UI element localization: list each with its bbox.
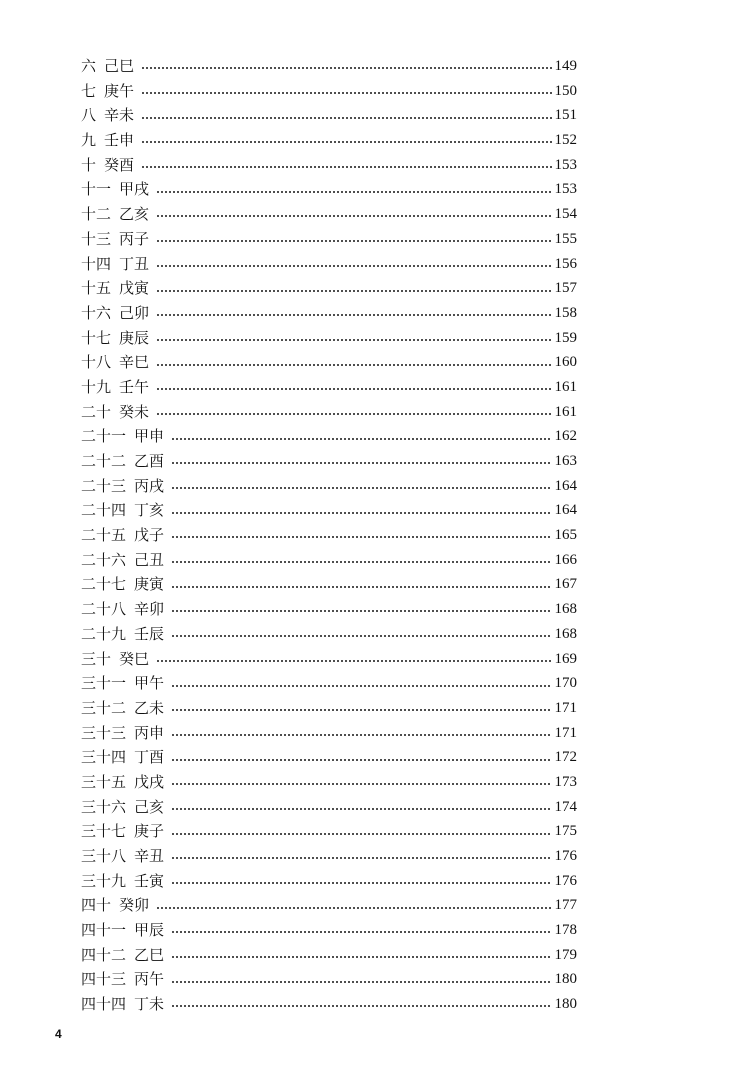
toc-entry-title: 辛卯: [134, 600, 165, 619]
dot-leader: [171, 462, 551, 464]
toc-entry-page: 176: [554, 848, 577, 864]
toc-entry-number: 三十一: [81, 674, 127, 693]
toc-entry[interactable]: [81, 103, 577, 128]
toc-entry[interactable]: [81, 350, 577, 375]
toc-entry[interactable]: [81, 745, 577, 770]
toc-entry-title: 癸未: [119, 402, 150, 421]
dot-leader: [156, 314, 551, 316]
dot-leader: [141, 117, 551, 119]
toc-entry-number: 十五: [81, 279, 112, 298]
dot-leader: [171, 1005, 551, 1007]
toc-entry-page: 156: [554, 255, 577, 272]
toc-entry-number: 三十四: [81, 748, 127, 767]
toc-entry-page: 168: [554, 601, 577, 618]
toc-entry-title: 丙午: [134, 970, 165, 989]
toc-entry-page: 173: [554, 773, 577, 790]
toc-entry-page: 161: [554, 403, 577, 420]
table-of-contents: [81, 54, 577, 1017]
toc-entry[interactable]: [81, 696, 577, 721]
dot-leader: [141, 141, 551, 143]
dot-leader: [141, 67, 551, 69]
toc-entry-title: 癸酉: [104, 155, 135, 174]
toc-entry-title: 乙酉: [134, 452, 165, 470]
toc-entry-number: 四十三: [81, 970, 127, 989]
dot-leader: [156, 339, 551, 341]
toc-entry-number: 十七: [81, 328, 112, 347]
toc-entry-title: 戊寅: [119, 279, 150, 298]
toc-entry-title: 丁亥: [134, 501, 165, 520]
toc-entry-title: 戊子: [134, 526, 165, 545]
toc-entry-title: 丁未: [134, 995, 165, 1014]
toc-entry-number: 四十: [81, 896, 112, 915]
toc-entry-page: 169: [554, 650, 577, 667]
dot-leader: [156, 907, 551, 909]
toc-entry-title: 癸巳: [119, 649, 150, 668]
toc-entry-title: 戊戌: [134, 772, 165, 791]
toc-entry[interactable]: [81, 523, 577, 548]
dot-leader: [171, 709, 551, 711]
dot-leader: [171, 610, 551, 612]
toc-entry-page: 160: [554, 354, 577, 371]
toc-entry-number: 七: [81, 81, 97, 100]
dot-leader: [141, 92, 551, 94]
toc-entry[interactable]: [81, 893, 577, 918]
toc-entry-page: 180: [554, 996, 577, 1013]
toc-entry-page: 152: [554, 132, 577, 149]
toc-entry[interactable]: [81, 301, 577, 326]
toc-entry-number: 四十二: [81, 945, 127, 964]
toc-entry-title: 丙子: [119, 229, 150, 248]
dot-leader: [171, 487, 551, 489]
toc-entry-title: 丙申: [134, 723, 165, 742]
toc-entry-number: 三十三: [81, 723, 127, 742]
toc-entry-title: 壬辰: [134, 624, 165, 643]
toc-entry-number: 十六: [81, 303, 112, 322]
toc-entry[interactable]: [81, 869, 577, 894]
dot-leader: [156, 388, 551, 390]
toc-entry-title: 丙戌: [134, 476, 165, 495]
dot-leader: [171, 512, 551, 514]
toc-entry-title: 壬申: [104, 131, 135, 150]
toc-entry-page: 180: [554, 971, 577, 988]
toc-entry-number: 三十九: [81, 871, 127, 890]
toc-entry[interactable]: [81, 844, 577, 869]
toc-entry-title: 甲戌: [119, 180, 150, 199]
toc-entry-number: 三十七: [81, 822, 127, 841]
dot-leader: [171, 956, 551, 958]
toc-entry[interactable]: [81, 153, 577, 178]
toc-entry-number: 二十九: [81, 624, 127, 643]
toc-entry-page: 161: [554, 378, 577, 395]
toc-entry-title: 癸卯: [119, 896, 150, 915]
dot-leader: [171, 931, 551, 933]
toc-entry-page: 166: [554, 551, 577, 568]
toc-entry[interactable]: [81, 276, 577, 301]
toc-entry[interactable]: [81, 647, 577, 672]
toc-entry[interactable]: [81, 498, 577, 523]
toc-entry-number: 二十八: [81, 600, 127, 619]
toc-entry-title: 己卯: [119, 303, 150, 322]
toc-entry-page: 159: [554, 329, 577, 346]
toc-entry-page: 164: [554, 502, 577, 519]
toc-entry-number: 十八: [81, 353, 112, 372]
toc-entry[interactable]: [81, 79, 577, 104]
dot-leader: [141, 166, 551, 168]
toc-entry-title: 乙亥: [119, 205, 150, 224]
toc-entry-page: 177: [554, 897, 577, 914]
toc-entry-page: 150: [554, 82, 577, 99]
toc-entry-title: 庚寅: [134, 575, 165, 594]
toc-entry-title: 辛丑: [134, 847, 165, 865]
dot-leader: [156, 240, 551, 242]
dot-leader: [156, 191, 551, 193]
toc-entry-number: 二十七: [81, 575, 127, 594]
toc-entry-title: 己巳: [104, 57, 135, 75]
toc-entry-title: 甲辰: [134, 921, 165, 940]
toc-entry[interactable]: [81, 967, 577, 992]
toc-entry-number: 二十二: [81, 452, 127, 470]
toc-entry-page: 162: [554, 428, 577, 445]
toc-entry-number: 三十六: [81, 797, 127, 816]
toc-entry[interactable]: [81, 252, 577, 277]
toc-entry-number: 十四: [81, 254, 112, 273]
dot-leader: [156, 413, 551, 415]
toc-entry[interactable]: [81, 474, 577, 499]
toc-entry[interactable]: [81, 943, 577, 968]
toc-entry-number: 十一: [81, 180, 112, 199]
toc-entry-title: 甲申: [134, 427, 165, 446]
toc-entry-number: 四十一: [81, 921, 127, 940]
toc-entry-number: 十三: [81, 229, 112, 248]
page-number: 4: [55, 1027, 62, 1041]
dot-leader: [171, 833, 551, 835]
toc-entry-number: 三十八: [81, 847, 127, 865]
toc-entry[interactable]: [81, 128, 577, 153]
toc-entry[interactable]: [81, 227, 577, 252]
toc-entry-number: 十九: [81, 377, 112, 396]
toc-entry-number: 三十五: [81, 772, 127, 791]
toc-entry[interactable]: [81, 177, 577, 202]
toc-entry[interactable]: [81, 918, 577, 943]
dot-leader: [171, 981, 551, 983]
toc-entry-page: 163: [554, 453, 577, 469]
toc-entry-page: 178: [554, 922, 577, 939]
toc-entry-page: 149: [554, 58, 577, 74]
toc-entry-page: 158: [554, 304, 577, 321]
dot-leader: [171, 734, 551, 736]
toc-entry-number: 九: [81, 131, 97, 150]
dot-leader: [171, 882, 551, 884]
toc-entry-number: 二十: [81, 402, 112, 421]
toc-entry[interactable]: [81, 770, 577, 795]
toc-entry-page: 174: [554, 798, 577, 815]
toc-entry[interactable]: [81, 622, 577, 647]
dot-leader: [156, 660, 551, 662]
toc-entry[interactable]: [81, 721, 577, 746]
toc-entry[interactable]: [81, 597, 577, 622]
dot-leader: [171, 808, 551, 810]
toc-entry-number: 三十二: [81, 698, 127, 717]
toc-entry-title: 壬寅: [134, 871, 165, 890]
toc-entry[interactable]: [81, 449, 577, 474]
toc-entry[interactable]: [81, 400, 577, 425]
toc-entry-page: 155: [554, 230, 577, 247]
toc-entry[interactable]: [81, 671, 577, 696]
dot-leader: [156, 265, 551, 267]
dot-leader: [171, 635, 551, 637]
toc-entry-page: 171: [554, 724, 577, 741]
toc-entry-page: 171: [554, 699, 577, 716]
toc-entry-number: 二十五: [81, 526, 127, 545]
toc-entry-page: 151: [554, 107, 577, 124]
toc-entry[interactable]: [81, 795, 577, 820]
toc-entry-page: 153: [554, 181, 577, 198]
toc-entry-number: 十: [81, 155, 97, 174]
dot-leader: [156, 364, 551, 366]
toc-entry-title: 庚辰: [119, 328, 150, 347]
toc-entry-page: 167: [554, 576, 577, 593]
toc-entry-number: 四十四: [81, 995, 127, 1014]
toc-entry-number: 三十: [81, 649, 112, 668]
toc-entry[interactable]: [81, 548, 577, 573]
toc-entry-title: 乙未: [134, 698, 165, 717]
toc-entry-page: 176: [554, 872, 577, 889]
toc-entry-page: 153: [554, 156, 577, 173]
toc-entry-page: 165: [554, 527, 577, 544]
toc-entry-page: 179: [554, 946, 577, 963]
dot-leader: [171, 783, 551, 785]
toc-entry-number: 八: [81, 106, 97, 125]
toc-entry-page: 170: [554, 675, 577, 692]
toc-entry-page: 154: [554, 206, 577, 223]
toc-entry[interactable]: [81, 819, 577, 844]
toc-entry-page: 172: [554, 749, 577, 766]
toc-entry-page: 175: [554, 823, 577, 840]
toc-entry[interactable]: [81, 424, 577, 449]
toc-entry-title: 辛未: [104, 106, 135, 125]
toc-entry-title: 庚午: [104, 81, 135, 100]
toc-entry-title: 己亥: [134, 797, 165, 816]
toc-entry-number: 二十三: [81, 476, 127, 495]
toc-entry-number: 二十四: [81, 501, 127, 520]
dot-leader: [171, 561, 551, 563]
toc-entry-title: 丁丑: [119, 254, 150, 273]
toc-entry-page: 164: [554, 477, 577, 494]
dot-leader: [171, 438, 551, 440]
toc-entry[interactable]: [81, 572, 577, 597]
toc-entry[interactable]: [81, 54, 577, 79]
dot-leader: [171, 685, 551, 687]
toc-entry[interactable]: [81, 992, 577, 1017]
dot-leader: [156, 290, 551, 292]
toc-entry-title: 甲午: [134, 674, 165, 693]
toc-entry[interactable]: [81, 326, 577, 351]
toc-entry-title: 壬午: [119, 377, 150, 396]
toc-entry-number: 十二: [81, 205, 112, 224]
toc-entry-title: 辛巳: [119, 353, 150, 372]
toc-entry-number: 二十一: [81, 427, 127, 446]
dot-leader: [156, 215, 551, 217]
dot-leader: [171, 857, 551, 859]
dot-leader: [171, 586, 551, 588]
toc-entry-title: 乙巳: [134, 945, 165, 964]
dot-leader: [171, 536, 551, 538]
toc-entry-page: 157: [554, 280, 577, 297]
toc-entry-page: 168: [554, 625, 577, 642]
toc-entry[interactable]: [81, 375, 577, 400]
dot-leader: [171, 759, 551, 761]
toc-entry[interactable]: [81, 202, 577, 227]
toc-entry-title: 丁酉: [134, 748, 165, 767]
toc-entry-title: 庚子: [134, 822, 165, 841]
toc-entry-title: 己丑: [134, 550, 165, 569]
toc-entry-number: 六: [81, 57, 97, 75]
toc-entry-number: 二十六: [81, 550, 127, 569]
